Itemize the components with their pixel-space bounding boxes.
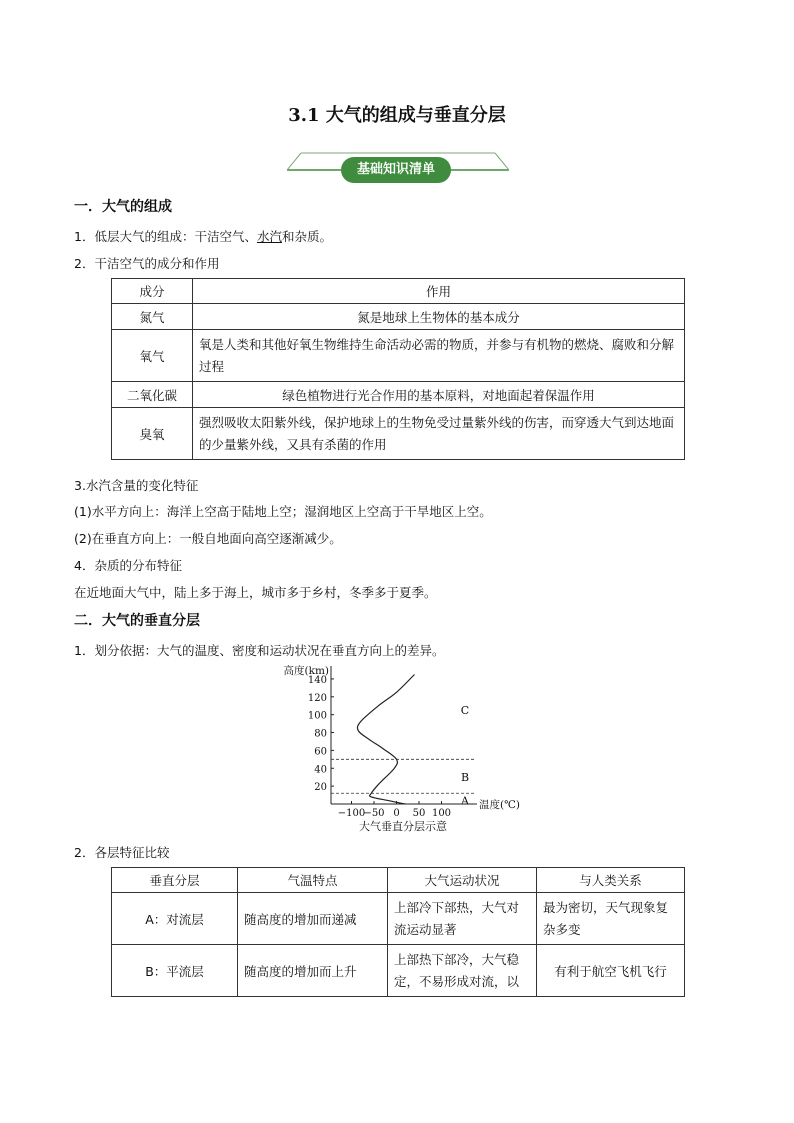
table-cell: 二氧化碳 (112, 382, 193, 408)
banner-label: 基础知识清单 (341, 157, 451, 183)
table-header: 垂直分层 (112, 868, 238, 893)
table-cell: 最为密切，天气现象复杂多变 (537, 893, 685, 945)
paragraph-3: 3.水汽含量的变化特征 (74, 478, 199, 493)
table-cell: 有利于航空飞机飞行 (537, 945, 685, 997)
table-cell: B：平流层 (112, 945, 238, 997)
section-heading-2: 二．大气的垂直分层 (74, 613, 200, 629)
x-tick-label: −100 (337, 808, 366, 819)
paragraph-1 (74, 227, 332, 245)
table-header: 成分 (112, 279, 193, 304)
chart-title: 大气垂直分层示意 (359, 820, 447, 833)
x-tick-label: 0 (393, 808, 400, 819)
layer-label-c: C (460, 704, 470, 718)
table-cell: 随高度的增加而上升 (238, 945, 388, 997)
table-header: 大气运动状况 (388, 868, 537, 893)
table-cell: 强烈吸收太阳紫外线，保护地球上的生物免受过量紫外线的伤害，而穿透大气到达地面的少量紫外线，又具有杀菌的作用 (193, 408, 685, 460)
table-cell: 上部热下部冷，大气稳定，不易形成对流，以 (388, 945, 537, 997)
table-header: 气温特点 (238, 868, 388, 893)
section-heading-1: 一．大气的组成 (74, 199, 172, 215)
paragraph-5: 1．划分依据：大气的温度、密度和运动状况在垂直方向上的差异。 (74, 643, 445, 658)
paragraph-3b: (2)在垂直方向上：一般自地面向高空逐渐减少。 (74, 531, 342, 546)
y-tick-label: 120 (307, 692, 327, 704)
x-axis-label: 温度(℃) (479, 799, 520, 811)
x-tick-label: 50 (412, 808, 426, 819)
table-cell: 上部冷下部热，大气对流运动显著 (388, 893, 537, 945)
y-axis-label: 高度(km) (283, 665, 329, 677)
table-cell: 氧是人类和其他好氧生物维持生命活动必需的物质，并参与有机物的燃烧、腐败和分解过程 (193, 330, 685, 382)
section-banner (287, 151, 509, 189)
table-cell: 绿色植物进行光合作用的基本原料，对地面起着保温作用 (193, 382, 685, 408)
paragraph-2: 2．干洁空气的成分和作用 (74, 256, 220, 271)
temperature-curve (357, 675, 414, 805)
paragraph-6: 2．各层特征比较 (74, 845, 170, 860)
y-tick-label: 40 (314, 764, 327, 776)
text-span: 和杂质。 (281, 229, 332, 244)
paragraph-4a: 在近地面大气中，陆上多于海上，城市多于乡村，冬季多于夏季。 (74, 585, 437, 600)
y-tick-label: 60 (314, 746, 327, 758)
atmosphere-chart (255, 662, 525, 837)
table-cell: 氮是地球上生物体的基本成分 (193, 304, 685, 330)
table-header: 与人类关系 (537, 868, 685, 893)
layer-label-a: A (461, 794, 469, 808)
y-tick-label: 100 (307, 710, 327, 722)
table-cell: 氧气 (112, 330, 193, 382)
table-cell: 臭氧 (112, 408, 193, 460)
x-tick-label: 100 (431, 808, 452, 819)
layer-label-b: B (460, 771, 470, 785)
table-header: 作用 (193, 279, 685, 304)
y-tick-label: 20 (314, 782, 327, 794)
paragraph-4: 4．杂质的分布特征 (74, 558, 182, 573)
text-span: 1．低层大气的组成：干洁空气、 (74, 229, 257, 244)
paragraph-3a: (1)水平方向上：海洋上空高于陆地上空；湿润地区上空高于干旱地区上空。 (74, 504, 492, 519)
table-cell: 氮气 (112, 304, 193, 330)
layers-table (111, 867, 685, 997)
table-cell: A：对流层 (112, 893, 238, 945)
x-tick-label: −50 (363, 808, 385, 819)
composition-table (111, 278, 685, 460)
table-cell: 随高度的增加而递减 (238, 893, 388, 945)
y-tick-label: 140 (307, 674, 327, 686)
y-tick-label: 80 (314, 728, 327, 740)
underlined-span: 水汽 (256, 229, 282, 244)
page-title: 3.1 大气的组成与垂直分层 (288, 105, 506, 126)
